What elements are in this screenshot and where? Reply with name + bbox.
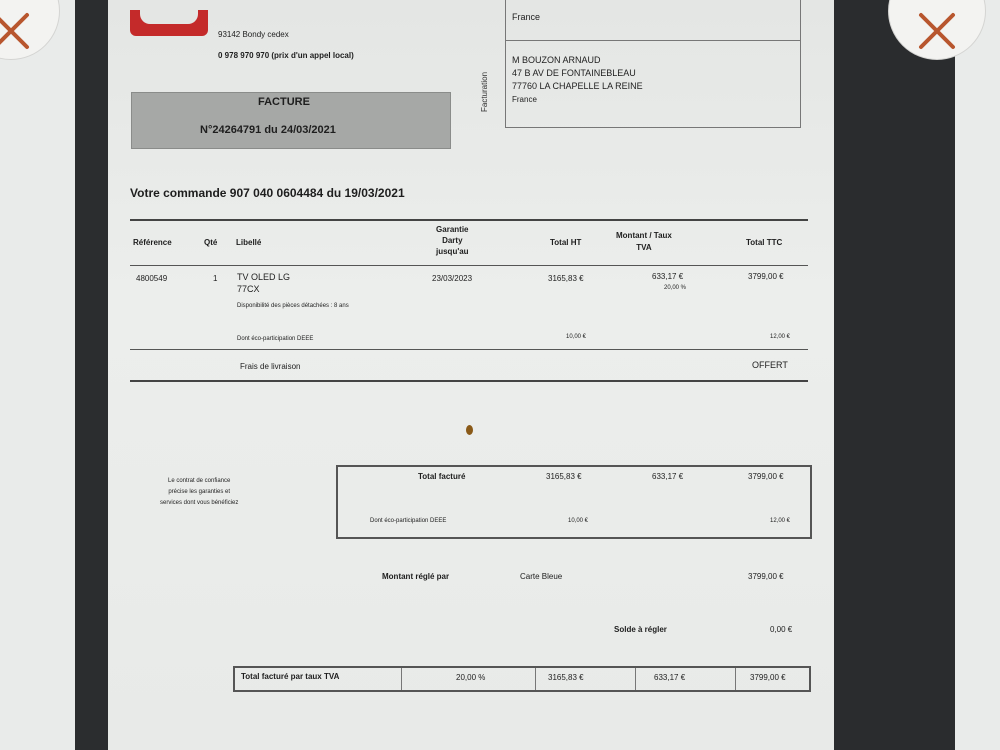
tva-summary-ttc: 3799,00 € bbox=[750, 673, 786, 682]
eco-label: Dont éco-participation DEEE bbox=[237, 336, 314, 342]
item-warranty: 23/03/2023 bbox=[432, 274, 473, 283]
shipping-address-box bbox=[505, 0, 801, 41]
col-total-ht: Total HT bbox=[550, 238, 582, 247]
delivery-label: Frais de livraison bbox=[240, 362, 301, 371]
col-total-ttc: Total TTC bbox=[746, 238, 783, 247]
order-line: Votre commande 907 040 0604484 du 19/03/2021 bbox=[130, 186, 405, 200]
shipping-country: France bbox=[512, 12, 541, 22]
invoice-title: FACTURE bbox=[258, 96, 310, 108]
item-label-line2: 77CX bbox=[237, 284, 260, 294]
item-tva-rate: 20,00 % bbox=[664, 285, 687, 291]
col-qty: Qté bbox=[204, 238, 218, 247]
company-phone: 0 978 970 970 (prix d'un appel local) bbox=[218, 51, 354, 60]
close-icon bbox=[915, 9, 959, 53]
billing-side-label: Facturation bbox=[480, 71, 489, 112]
item-total-ttc: 3799,00 € bbox=[748, 272, 784, 281]
item-total-ht: 3165,83 € bbox=[548, 274, 584, 283]
table-eco-rule bbox=[130, 349, 808, 350]
table-header-rule bbox=[130, 265, 808, 266]
col-label: Libellé bbox=[236, 238, 262, 247]
total-eco-label: Dont éco-participation DEEE bbox=[370, 518, 447, 524]
table-top-rule bbox=[130, 219, 808, 221]
billing-city: 77760 LA CHAPELLE LA REINE bbox=[512, 81, 643, 91]
total-eco-ttc: 12,00 € bbox=[770, 518, 791, 524]
invoice-number: N°24264791 du 24/03/2021 bbox=[200, 124, 336, 136]
tva-summary-tva: 633,17 € bbox=[654, 673, 686, 682]
balance-amount: 0,00 € bbox=[770, 625, 793, 634]
item-tva-amount: 633,17 € bbox=[652, 272, 684, 281]
col-warranty: Garantie Darty jusqu'au bbox=[436, 225, 469, 256]
company-address-city: 93142 Bondy cedex bbox=[218, 30, 289, 39]
trust-note: Le contrat de confiance précise les garanties et services dont vous bénéficiez bbox=[160, 478, 239, 506]
tva-cell-divider bbox=[635, 668, 636, 690]
item-reference: 4800549 bbox=[136, 274, 168, 283]
total-eco-ht: 10,00 € bbox=[568, 518, 589, 524]
tva-summary-rate: 20,00 % bbox=[456, 673, 486, 682]
payment-method: Carte Bleue bbox=[520, 572, 563, 581]
delivery-value: OFFERT bbox=[752, 360, 788, 370]
total-ht: 3165,83 € bbox=[546, 472, 582, 481]
total-label: Total facturé bbox=[418, 472, 466, 481]
close-button-left[interactable] bbox=[0, 0, 60, 60]
close-icon bbox=[0, 9, 33, 53]
billing-street: 47 B AV DE FONTAINEBLEAU bbox=[512, 68, 636, 78]
tva-summary-label: Total facturé par taux TVA bbox=[241, 672, 340, 681]
paper-stain bbox=[466, 425, 473, 435]
tablet-bezel-right bbox=[832, 0, 950, 750]
billing-name: M BOUZON ARNAUD bbox=[512, 55, 601, 65]
balance-label: Solde à régler bbox=[614, 625, 667, 634]
col-tva: Montant / Taux TVA bbox=[616, 231, 672, 252]
eco-ht: 10,00 € bbox=[566, 334, 587, 340]
item-label-line1: TV OLED LG bbox=[237, 272, 291, 282]
table-bottom-rule bbox=[130, 380, 808, 382]
payment-amount: 3799,00 € bbox=[748, 572, 784, 581]
company-logo bbox=[130, 10, 208, 36]
eco-ttc: 12,00 € bbox=[770, 334, 791, 340]
total-ttc: 3799,00 € bbox=[748, 472, 784, 481]
col-reference: Référence bbox=[133, 238, 172, 247]
tva-cell-divider bbox=[401, 668, 402, 690]
item-label-note: Disponibilité des pièces détachées : 8 ans bbox=[237, 303, 349, 309]
item-qty: 1 bbox=[213, 274, 218, 283]
billing-country: France bbox=[512, 95, 537, 104]
payment-label: Montant réglé par bbox=[382, 572, 450, 581]
tva-cell-divider bbox=[535, 668, 536, 690]
total-tva: 633,17 € bbox=[652, 472, 684, 481]
tva-cell-divider bbox=[735, 668, 736, 690]
tva-summary-ht: 3165,83 € bbox=[548, 673, 584, 682]
